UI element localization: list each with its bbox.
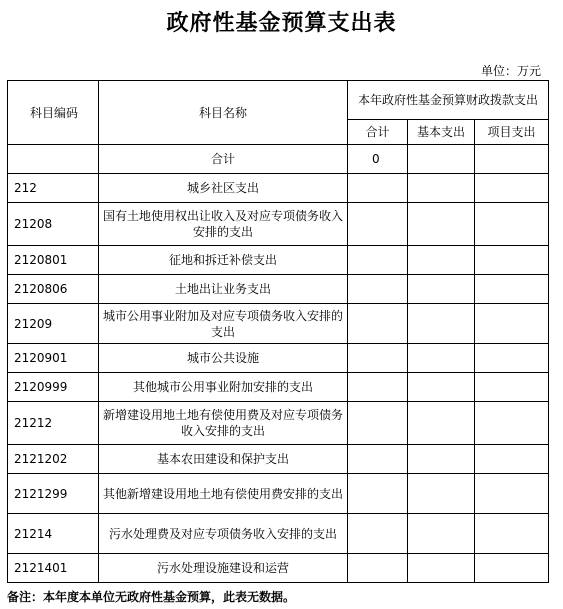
row-basic — [408, 554, 475, 583]
row-basic — [408, 275, 475, 304]
row-basic — [408, 373, 475, 402]
row-total — [348, 514, 408, 554]
row-name: 征地和拆迁补偿支出 — [99, 246, 348, 275]
row-total — [348, 344, 408, 373]
row-basic — [408, 344, 475, 373]
row-basic — [408, 304, 475, 344]
total-row — [8, 145, 549, 174]
row-project — [475, 373, 549, 402]
row-name: 基本农田建设和保护支出 — [99, 445, 348, 474]
row-project — [475, 246, 549, 275]
header-project: 项目支出 — [475, 120, 549, 145]
table-row — [8, 514, 549, 554]
row-code: 21208 — [8, 203, 99, 246]
row-project — [475, 275, 549, 304]
table-row — [8, 174, 549, 203]
row-total — [348, 402, 408, 445]
row-total — [348, 203, 408, 246]
row-code: 2121202 — [8, 445, 99, 474]
header-code: 科目编码 — [8, 81, 99, 145]
row-code: 21209 — [8, 304, 99, 344]
row-total — [348, 554, 408, 583]
row-name: 新增建设用地土地有偿使用费及对应专项债务收入安排的支出 — [99, 402, 348, 445]
page-title: 政府性基金预算支出表 — [166, 10, 397, 36]
header-group: 本年政府性基金预算财政拨款支出 — [348, 81, 549, 120]
row-total — [348, 304, 408, 344]
total-row-total: 0 — [348, 145, 408, 174]
row-name: 其他新增建设用地土地有偿使用费安排的支出 — [99, 474, 348, 514]
table-row — [8, 402, 549, 445]
row-total — [348, 474, 408, 514]
budget-table — [7, 80, 549, 583]
row-total — [348, 275, 408, 304]
row-project — [475, 445, 549, 474]
row-basic — [408, 474, 475, 514]
table-row — [8, 304, 549, 344]
row-basic — [408, 174, 475, 203]
row-project — [475, 174, 549, 203]
table-row — [8, 554, 549, 583]
total-row-basic — [408, 145, 475, 174]
table-row — [8, 373, 549, 402]
row-project — [475, 203, 549, 246]
row-project — [475, 554, 549, 583]
row-basic — [408, 246, 475, 275]
row-name: 污水处理费及对应专项债务收入安排的支出 — [99, 514, 348, 554]
row-name: 土地出让业务支出 — [99, 275, 348, 304]
total-row-label: 合计 — [99, 145, 348, 174]
row-code: 21214 — [8, 514, 99, 554]
row-total — [348, 174, 408, 203]
row-project — [475, 402, 549, 445]
row-code: 2120806 — [8, 275, 99, 304]
header-row-1 — [8, 81, 549, 120]
row-code: 2121401 — [8, 554, 99, 583]
header-total: 合计 — [348, 120, 408, 145]
table-row — [8, 246, 549, 275]
table-row — [8, 275, 549, 304]
total-row-project — [475, 145, 549, 174]
row-name: 城乡社区支出 — [99, 174, 348, 203]
row-code: 2120901 — [8, 344, 99, 373]
table-row — [8, 474, 549, 514]
header-name: 科目名称 — [99, 81, 348, 145]
row-name: 国有土地使用权出让收入及对应专项债务收入安排的支出 — [99, 203, 348, 246]
row-name: 城市公用事业附加及对应专项债务收入安排的支出 — [99, 304, 348, 344]
row-basic — [408, 402, 475, 445]
row-code: 212 — [8, 174, 99, 203]
row-project — [475, 344, 549, 373]
footnote: 备注：本年度本单位无政府性基金预算，此表无数据。 — [7, 590, 296, 604]
row-name: 其他城市公用事业附加安排的支出 — [99, 373, 348, 402]
row-project — [475, 474, 549, 514]
row-basic — [408, 203, 475, 246]
unit-label: 单位：万元 — [480, 64, 541, 78]
row-total — [348, 373, 408, 402]
row-code: 21212 — [8, 402, 99, 445]
row-code: 2120999 — [8, 373, 99, 402]
row-basic — [408, 514, 475, 554]
row-code: 2121299 — [8, 474, 99, 514]
row-name: 污水处理设施建设和运营 — [99, 554, 348, 583]
row-total — [348, 445, 408, 474]
table-row — [8, 344, 549, 373]
row-project — [475, 304, 549, 344]
table-row — [8, 203, 549, 246]
row-basic — [408, 445, 475, 474]
total-row-code — [8, 145, 99, 174]
row-total — [348, 246, 408, 275]
header-basic: 基本支出 — [408, 120, 475, 145]
row-name: 城市公共设施 — [99, 344, 348, 373]
table-row — [8, 445, 549, 474]
row-code: 2120801 — [8, 246, 99, 275]
row-project — [475, 514, 549, 554]
